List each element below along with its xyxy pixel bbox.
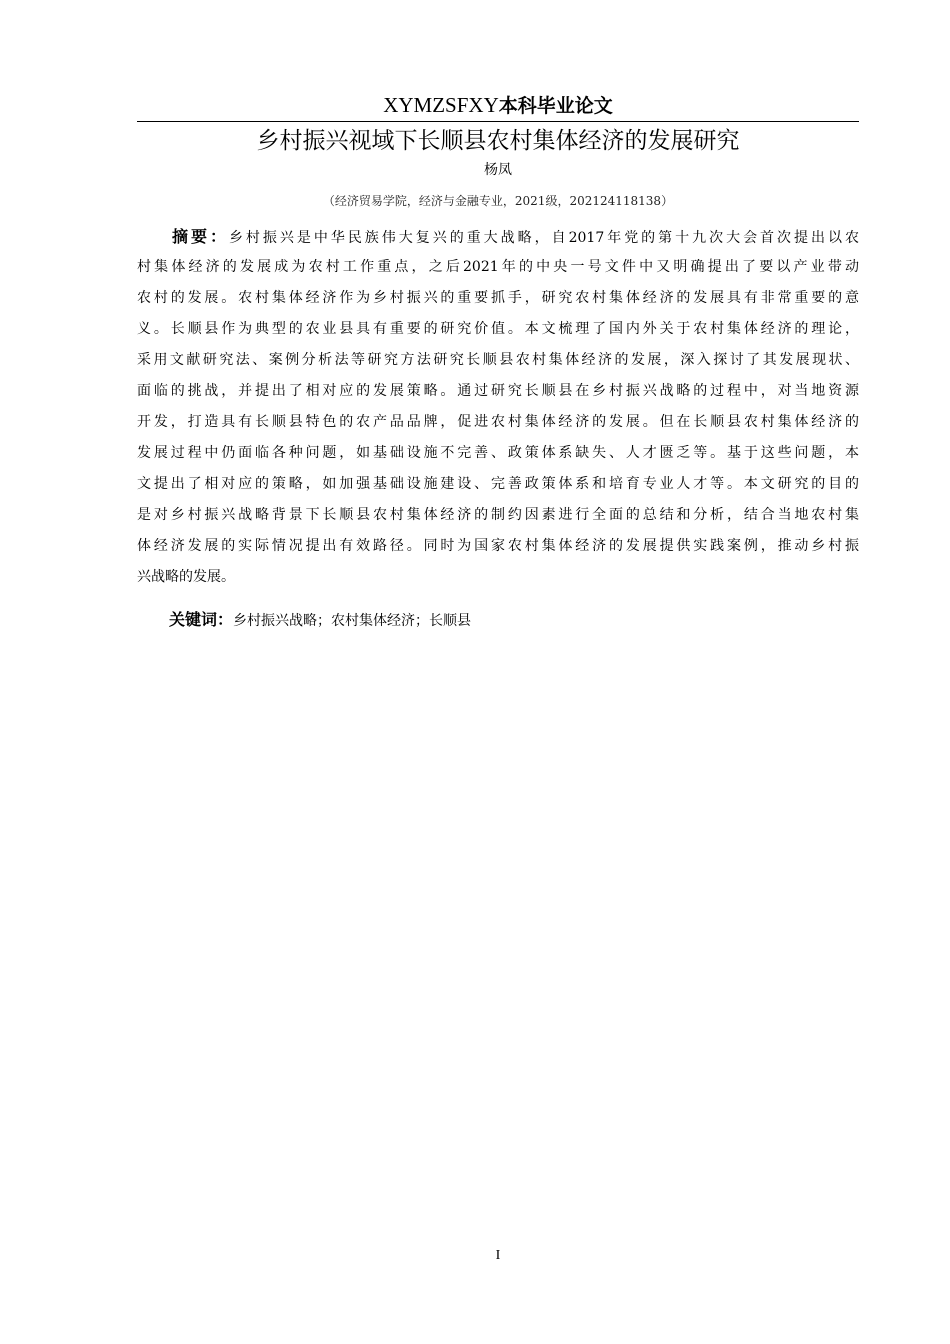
abstract-line: 开发，打造具有长顺县特色的农产品品牌，促进农村集体经济的发展。但在长顺县农村集体经济的 <box>137 414 859 430</box>
abstract-line: 文提出了相对应的策略，如加强基础设施建设、完善政策体系和培育专业人才等。本文研究的目的 <box>137 476 859 492</box>
abstract <box>137 221 859 593</box>
abstract-line: 是对乡村振兴战略背景下长顺县农村集体经济的制约因素进行全面的总结和分析，结合当地农村集 <box>137 507 859 523</box>
keywords-label: 关键词： <box>169 610 234 629</box>
abstract-line: 采用文献研究法、案例分析法等研究方法研究长顺县农村集体经济的发展，深入探讨了其发展现状、 <box>137 352 859 368</box>
abstract-line: 体经济发展的实际情况提出有效路径。同时为国家农村集体经济的发展提供实践案例，推动乡村振 <box>137 538 859 554</box>
abstract-text: 乡村振兴是中华民族伟大复兴的重大战略，自2017年党的第十九次大会首次提出以农 <box>228 230 859 246</box>
abstract-line: 面临的挑战，并提出了相对应的发展策略。通过研究长顺县在乡村振兴战略的过程中，对当地资源 <box>137 383 859 399</box>
abstract-line <box>137 221 859 252</box>
abstract-line: 义。长顺县作为典型的农业县具有重要的研究价值。本文梳理了国内外关于农村集体经济的理论， <box>137 321 859 337</box>
abstract-line: 兴战略的发展。 <box>137 569 235 585</box>
paper-title: 乡村振兴视域下长顺县农村集体经济的发展研究 <box>256 128 740 154</box>
header-thesis-type: 本科毕业论文 <box>498 95 613 117</box>
header-school-code: XYMZSFXY <box>383 93 499 117</box>
page-number: I <box>495 1248 501 1263</box>
abstract-line: 农村的发展。农村集体经济作为乡村振兴的重要抓手，研究农村集体经济的发展具有非常重要的意 <box>137 290 859 306</box>
author-affiliation: （经济贸易学院，经济与金融专业，2021级，202124118138） <box>322 194 674 208</box>
running-header <box>137 90 859 121</box>
abstract-line: 村集体经济的发展成为农村工作重点，之后2021年的中央一号文件中又明确提出了要以产业带动 <box>137 259 859 275</box>
abstract-line: 发展过程中仍面临各种问题，如基础设施不完善、政策体系缺失、人才匮乏等。基于这些问题，本 <box>137 445 859 461</box>
keywords-text: 乡村振兴战略；农村集体经济；长顺县 <box>233 613 472 629</box>
abstract-label: 摘要： <box>169 227 229 246</box>
header-rule <box>137 121 859 122</box>
keywords <box>137 604 859 637</box>
author-name: 杨凤 <box>484 162 512 178</box>
